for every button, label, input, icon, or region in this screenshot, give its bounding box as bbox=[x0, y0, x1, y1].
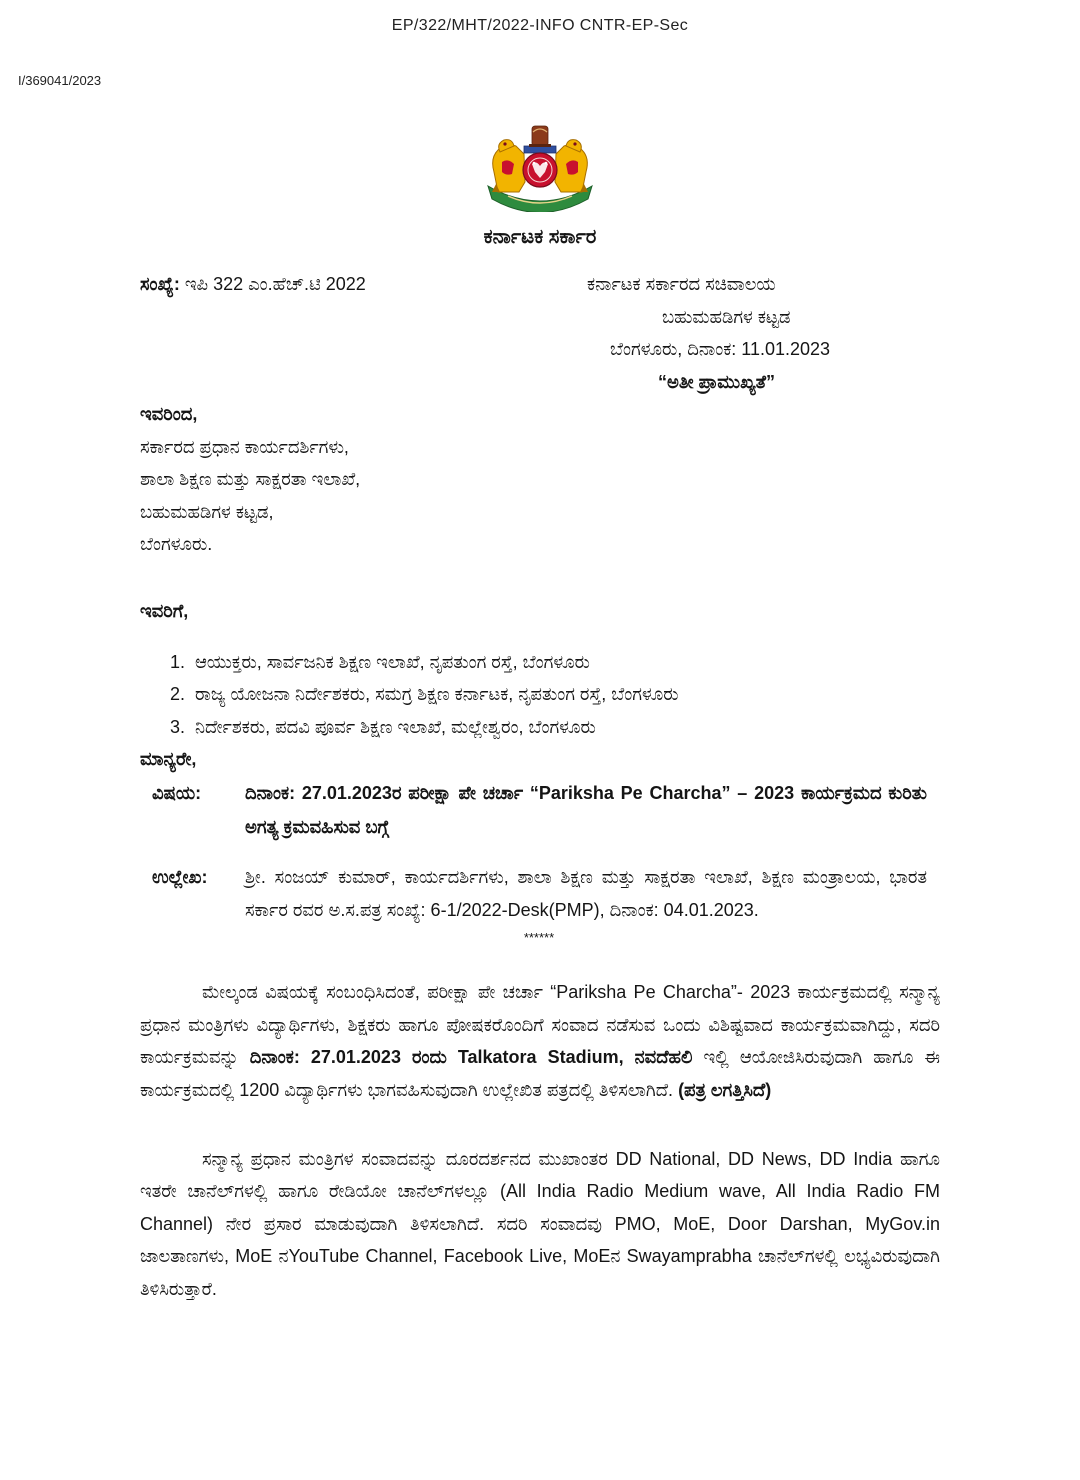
salutation: ಮಾನ್ಯರೇ, bbox=[140, 749, 197, 770]
body-paragraph-1 bbox=[140, 976, 940, 1106]
separator: ****** bbox=[523, 930, 555, 946]
list-item bbox=[170, 646, 940, 679]
from-line: ಸರ್ಕಾರದ ಪ್ರಧಾನ ಕಾರ್ಯದರ್ಶಿಗಳು, bbox=[140, 436, 349, 457]
paragraph-bold-text: (ಪತ್ರ ಲಗತ್ತಿಸಿದೆ) bbox=[678, 1079, 772, 1100]
address-date-line: ಬೆಂಗಳೂರು, ದಿನಾಂಕ: 11.01.2023 bbox=[610, 339, 831, 360]
from-line: ಬಹುಮಹಡಿಗಳ ಕಟ್ಟಡ, bbox=[140, 501, 274, 522]
priority-label: “ಅತೀ ಪ್ರಾಮುಖ್ಯತೆ” bbox=[658, 371, 775, 392]
reference-row bbox=[140, 268, 940, 398]
reference-letter-row bbox=[140, 861, 940, 926]
list-item-text: ಆಯುಕ್ತರು, ಸಾರ್ವಜನಿಕ ಶಿಕ್ಷಣ ಇಲಾಖೆ, ನೃಪತುಂಗ ರಸ್ತೆ, ಬೆಂಗಳೂರು bbox=[195, 651, 590, 672]
list-item-number: 1. bbox=[170, 651, 186, 672]
paragraph-text: ಇಲ್ಲಿ ಆಯೋಜಿಸಿರುವುದಾಗಿ ಹಾಗೂ ಈ ಕಾರ್ಯಕ್ರಮದಲ್ಲಿ 1200 ವಿದ್ಯಾರ್ಥಿಗಳು ಭಾಗವಹಿಸುವುದಾಗಿ ಉಲ್ಲೇಖಿತ ಪತ್ರದಲ್ಲಿ ತಿಳಿಸಲಾಗಿದೆ. bbox=[140, 1047, 941, 1100]
from-block bbox=[140, 398, 940, 561]
list-item bbox=[170, 678, 940, 711]
file-reference-header: EP/322/MHT/2022-INFO CNTR-EP-Sec bbox=[391, 17, 689, 34]
reference-label: ಸಂಖ್ಯೆ: bbox=[140, 274, 180, 294]
from-line: ಶಾಲಾ ಶಿಕ್ಷಣ ಮತ್ತು ಸಾಕ್ಷರತಾ ಇಲಾಖೆ, bbox=[140, 469, 361, 490]
subject-row bbox=[140, 776, 940, 844]
reference-value: ಇಪಿ 322 ಎಂ.ಹೆಚ್.ಟಿ 2022 bbox=[179, 274, 366, 294]
from-line: ಬೆಂಗಳೂರು. bbox=[140, 534, 213, 555]
address-line-1: ಕರ್ನಾಟಕ ಸರ್ಕಾರದ ಸಚಿವಾಲಯ bbox=[587, 274, 776, 294]
to-label: ಇವರಿಗೆ, bbox=[140, 600, 189, 621]
address-block bbox=[140, 268, 940, 398]
recipient-list bbox=[140, 646, 940, 744]
document-id: I/369041/2023 bbox=[18, 73, 102, 88]
list-item-text: ರಾಜ್ಯ ಯೋಜನಾ ನಿರ್ದೇಶಕರು, ಸಮಗ್ರ ಶಿಕ್ಷಣ ಕರ್ನಾಟಕ, ನೃಪತುಂಗ ರಸ್ತೆ, ಬೆಂಗಳೂರು bbox=[195, 684, 679, 705]
list-item bbox=[170, 711, 940, 744]
reference-letter-text: ಶ್ರೀ. ಸಂಜಯ್ ಕುಮಾರ್, ಕಾರ್ಯದರ್ಶಿಗಳು, ಶಾಲಾ ಶಿಕ್ಷಣ ಮತ್ತು ಸಾಕ್ಷರತಾ ಇಲಾಖೆ, ಶಿಕ್ಷಣ ಮಂತ್ರಾಲಯ, ಭಾರತ ಸರ್ಕಾರ ರವರ ಅ.ಸ.ಪತ್ರ ಸಂಖ್ಯೆ: 6-1/2022-Desk(PMP), ದಿನಾಂಕ: 04.01.2023. bbox=[245, 866, 927, 920]
body-paragraph-2: ಸನ್ಮಾನ್ಯ ಪ್ರಧಾನ ಮಂತ್ರಿಗಳ ಸಂವಾದವನ್ನು ದೂರದರ್ಶನದ ಮುಖಾಂತರ DD National, DD News, DD India ಹಾಗೂ ಇತರೇ ಚಾನೆಲ್‌ಗಳಲ್ಲಿ ಹಾಗೂ ರೇಡಿಯೋ ಚಾನೆಲ್‌ಗಳಲ್ಲೂ (All India Radio Medium wave, All India Radio FM Channel) ನೇರ ಪ್ರಸಾರ ಮಾಡುವುದಾಗಿ ತಿಳಿಸಲಾಗಿದೆ. ಸದರಿ ಸಂವಾದವು PMO, MoE, Door Darshan, MyGov.in ಜಾಲತಾಣಗಳು, MoE ನYouTube Channel, Facebook Live, MoEನ Swayamprabha ಚಾನೆಲ್‌ಗಳಲ್ಲಿ ಲಭ್ಯವಿರುವುದಾಗಿ ತಿಳಿಸಿರುತ್ತಾರೆ. bbox=[140, 1148, 940, 1299]
list-item-number: 3. bbox=[170, 716, 186, 737]
address-line-2: ಬಹುಮಹಡಿಗಳ ಕಟ್ಟಡ bbox=[662, 306, 791, 327]
subject-text: ದಿನಾಂಕ: 27.01.2023ರ ಪರೀಕ್ಷಾ ಪೇ ಚರ್ಚಾ “Pariksha Pe Charcha” – 2023 ಕಾರ್ಯಕ್ರಮದ ಕುರಿತು ಅಗತ್ಯ ಕ್ರಮವಹಿಸುವ ಬಗ್ಗೆ bbox=[245, 782, 927, 837]
list-item-text: ನಿರ್ದೇಶಕರು, ಪದವಿ ಪೂರ್ವ ಶಿಕ್ಷಣ ಇಲಾಖೆ, ಮಲ್ಲೇಶ್ವರಂ, ಬೆಂಗಳೂರು bbox=[195, 716, 596, 737]
letter-body bbox=[140, 268, 940, 1305]
paragraph-bold-text: ದಿನಾಂಕ: 27.01.2023 ರಂದು Talkatora Stadium, ನವದೆಹಲಿ bbox=[249, 1047, 693, 1068]
from-label: ಇವರಿಂದ, bbox=[140, 404, 198, 424]
paragraph-text: ಮೇಲ್ಕಂಡ ವಿಷಯಕ್ಕೆ ಸಂಬಂಧಿಸಿದಂತೆ, ಪರೀಕ್ಷಾ ಪೇ ಚರ್ಚಾ “Pariksha Pe Charcha”- 2023 ಕಾರ್ಯಕ್ರಮದಲ್ಲಿ ಸನ್ಮಾನ್ಯ ಪ್ರಧಾನ ಮಂತ್ರಿಗಳು ವಿದ್ಯಾರ್ಥಿಗಳು, ಶಿಕ್ಷಕರು ಹಾಗೂ ಪೋಷಕರೊಂದಿಗೆ ಸಂವಾದ ನಡೆಸುವ ಒಂದು ವಿಶಿಷ್ಟವಾದ ಕಾರ್ಯಕ್ರಮವಾಗಿದ್ದು, ಸದರಿ ಕಾರ್ಯಕ್ರಮವನ್ನು bbox=[140, 982, 940, 1068]
list-item-number: 2. bbox=[170, 684, 186, 705]
karnataka-emblem-icon bbox=[478, 122, 602, 212]
subject-label: ವಿಷಯ: bbox=[152, 782, 202, 803]
page-title: ಕರ್ನಾಟಕ ಸರ್ಕಾರ bbox=[483, 226, 597, 248]
reference-letter-label: ಉಲ್ಲೇಖ: bbox=[152, 866, 208, 887]
